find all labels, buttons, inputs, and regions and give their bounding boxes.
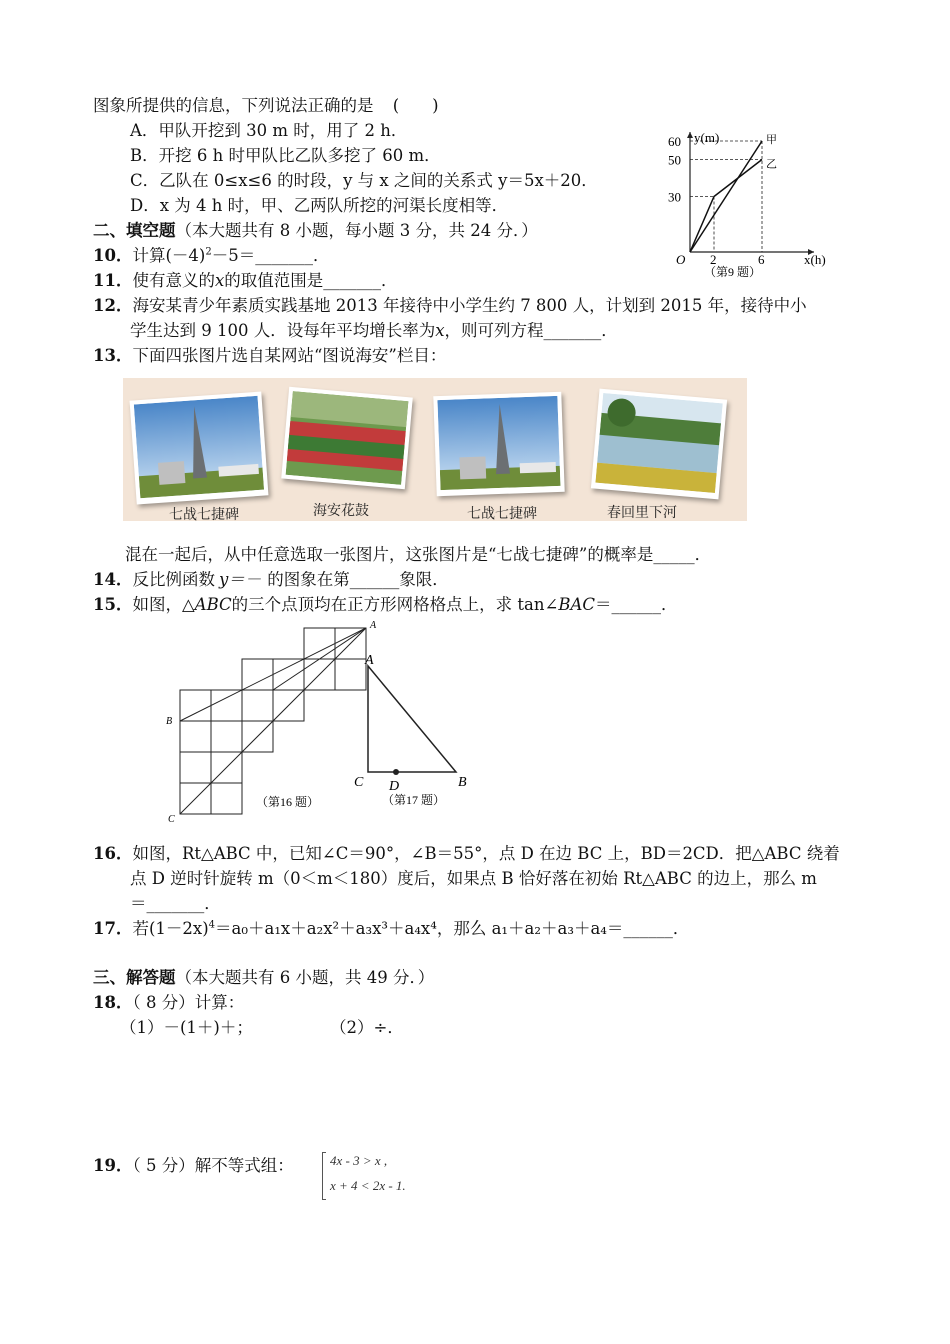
q13-blank: _____ <box>653 545 695 564</box>
q9-x-tick-6: 6 <box>758 252 765 267</box>
q18-text: （ 8 分）计算： <box>132 993 245 1012</box>
fig16-label-c: C <box>168 814 175 825</box>
q13-after-text: 混在一起后，从中任意选取一张图片，这张图片是“七战七捷碑”的概率是 <box>125 545 654 564</box>
q10-text2: －5＝ <box>211 246 256 265</box>
q12-text-line2b: ，则可列方程 <box>444 321 544 340</box>
fig16-grid <box>180 628 366 814</box>
fig17-triangle <box>368 666 456 772</box>
q17 <box>93 918 689 940</box>
q11-text: 使有意义的 <box>132 271 215 290</box>
q13-stem <box>93 345 446 367</box>
q9-option-b: B．开挖 6 h 时甲队比乙队多挖了 60 m． <box>130 146 441 165</box>
fig17-point-d <box>393 769 399 775</box>
q12-var: x <box>435 321 445 340</box>
photo-monument-2 <box>433 392 564 496</box>
fig17-label-d: D <box>389 779 400 794</box>
q16-number: 16． <box>93 844 133 863</box>
photo-monument-1 <box>130 392 269 505</box>
q15-bac: BAC <box>558 595 595 614</box>
q14-text2: 的图象在第 <box>267 570 350 589</box>
q10-blank: _______ <box>255 246 313 265</box>
q9-y-arrow <box>687 132 693 138</box>
q19-ineq2: x + 4 < 2x - 1. <box>330 1178 406 1193</box>
q10-end: ． <box>312 246 330 265</box>
q9-x-tick-2: 2 <box>710 252 717 267</box>
q12-line1 <box>93 295 807 317</box>
q12-text-line1: 海安某青少年素质实践基地 2013 年接待中小学生约 7 800 人，计划到 2015 年，接待中小 <box>132 296 807 315</box>
q13-text: 下面四张图片选自某网站“图说海安”栏目： <box>132 346 447 365</box>
q15-text: 如图，△ <box>132 595 195 614</box>
q12-end: ． <box>601 321 618 340</box>
section3-heading <box>93 967 434 989</box>
q9-paren: ( ) <box>392 96 439 115</box>
monument-1-image <box>134 396 264 498</box>
q11-blank: _______ <box>323 271 382 290</box>
fig17-label-c: C <box>354 775 364 790</box>
q9-axes <box>687 132 814 255</box>
q16-line2: 点 D 逆时针旋转 m（0＜m＜180）度后，如果点 B 恰好落在初始 Rt△ABC 的边上，那么 m <box>130 869 817 888</box>
q17-end: ． <box>672 919 690 938</box>
q17-rhs: ＝a₀＋a₁x＋a₂x²＋a₃x³＋a₄x⁴，那么 a₁＋a₂＋a₃＋a₄＝ <box>215 919 624 938</box>
q11 <box>93 270 398 292</box>
flower-drum-image <box>286 391 409 485</box>
q13-after <box>125 544 711 566</box>
q9-stem-text: 图象所提供的信息，下列说法正确的是 <box>93 96 374 115</box>
q10 <box>93 245 329 267</box>
q15-blank: ______ <box>611 595 661 614</box>
q16-line3: ＝_______． <box>130 894 221 913</box>
photo-flower-drum <box>281 387 413 489</box>
section3-title: 三、解答题 <box>93 968 176 987</box>
q19-ineq1: 4x - 3 > x , <box>330 1153 388 1168</box>
section2-heading <box>93 220 538 242</box>
q12-line2 <box>130 320 618 342</box>
q9-y-tick-50: 50 <box>668 152 681 168</box>
q13-photo-strip <box>123 378 747 521</box>
q14-number: 14． <box>93 570 133 589</box>
q11-number: 11． <box>93 271 133 290</box>
q11-end: ． <box>381 271 398 290</box>
q14-end: 象限． <box>399 570 449 589</box>
q9-origin-label: O <box>676 252 686 267</box>
q14-text: 反比例函数 <box>132 570 215 589</box>
q19-brace <box>322 1152 326 1200</box>
fig16-caption: （第16 题） <box>256 795 320 809</box>
q14-blank: ______ <box>349 570 400 589</box>
q13-end: ． <box>694 545 712 564</box>
q13-caption-3: 七战七捷碑 <box>467 506 537 522</box>
q9-y-tick-60: 60 <box>668 134 681 149</box>
section2-title: 二、填空题 <box>93 221 176 240</box>
q16-line1 <box>93 843 840 865</box>
q15-abc: ABC <box>194 595 232 614</box>
q17-text: 若(1－2x) <box>132 919 209 938</box>
q19-text: （ 5 分）解不等式组： <box>132 1156 294 1175</box>
q17-number: 17． <box>93 919 133 938</box>
q19-number: 19． <box>93 1156 133 1175</box>
q9-series-label-jia: 甲 <box>766 134 777 146</box>
q9-option-c: C．乙队在 0≤x≤6 的时段，y 与 x 之间的关系式 y＝5x＋20． <box>130 171 598 190</box>
monument-2-image <box>437 396 560 490</box>
q10-number: 10． <box>93 246 133 265</box>
q18-number: 18． <box>93 993 133 1012</box>
fig17-label-b: B <box>458 775 467 790</box>
q12-blank: _______ <box>543 321 602 340</box>
q9-option-a: A．甲队开挖到 30 m 时，用了 2 h． <box>130 121 408 140</box>
q13-caption-1: 七战七捷碑 <box>169 507 239 523</box>
q9-line-graph <box>660 128 830 278</box>
q14-expr: y＝－ <box>218 570 262 589</box>
q13-number: 13． <box>93 346 133 365</box>
q17-blank: ______ <box>623 919 673 938</box>
fig17-caption: （第17 题） <box>382 793 446 807</box>
q15-text2: 的三个点顶均在正方形网格格点上，求 tan∠ <box>231 595 559 614</box>
q10-text: 计算(－4) <box>132 246 206 265</box>
section3-note: （本大题共有 6 小题，共 49 分．） <box>175 968 435 987</box>
spring-river-image <box>595 393 722 493</box>
fig17-label-a: A <box>365 653 374 668</box>
q15-eq: ＝ <box>595 595 612 614</box>
q12-number: 12． <box>93 296 133 315</box>
fig16-label-b: B <box>166 716 173 727</box>
q19 <box>93 1155 294 1177</box>
q9-series-line-1 <box>690 160 762 253</box>
figures-16-17 <box>160 618 480 828</box>
q9-caption: （第9 题） <box>704 265 762 278</box>
q15-end: ． <box>661 595 678 614</box>
q11-var: x <box>214 271 225 290</box>
q16-text-line1: 如图，Rt△ABC 中，已知∠C＝90°，∠B＝55°，点 D 在边 BC 上，BD＝2CD．把△ABC 绕着 <box>132 844 840 863</box>
q18 <box>93 992 244 1014</box>
q9-series-label-yi: 乙 <box>766 158 777 171</box>
q15-number: 15． <box>93 595 133 614</box>
q13-caption-4: 春回里下河 <box>607 505 677 521</box>
q13-caption-2: 海安花鼓 <box>313 503 369 519</box>
q10-sup: 2 <box>205 246 212 258</box>
q17-sup: 4 <box>208 919 216 931</box>
q12-text-line2a: 学生达到 9 100 人．设每年平均增长率为 <box>130 321 436 340</box>
q9-stem <box>93 95 439 117</box>
q18-part2: （2）÷． <box>330 1018 404 1037</box>
q14 <box>93 569 449 591</box>
q9-option-d: D．x 为 4 h 时，甲、乙两队所挖的河渠长度相等． <box>130 196 509 215</box>
q15 <box>93 594 678 616</box>
photo-spring-river <box>591 389 727 500</box>
section2-note: （本大题共有 8 小题，每小题 3 分，共 24 分．） <box>175 221 538 240</box>
q11-text2: 的取值范围是 <box>224 271 324 290</box>
q18-part1: （1）－(1＋)＋； <box>120 1018 253 1037</box>
q9-x-axis-label: x(h) <box>804 252 826 267</box>
fig16-label-a: A <box>370 620 377 631</box>
q9-y-tick-30: 30 <box>668 189 681 205</box>
q9-y-axis-label: y(m) <box>694 130 720 145</box>
